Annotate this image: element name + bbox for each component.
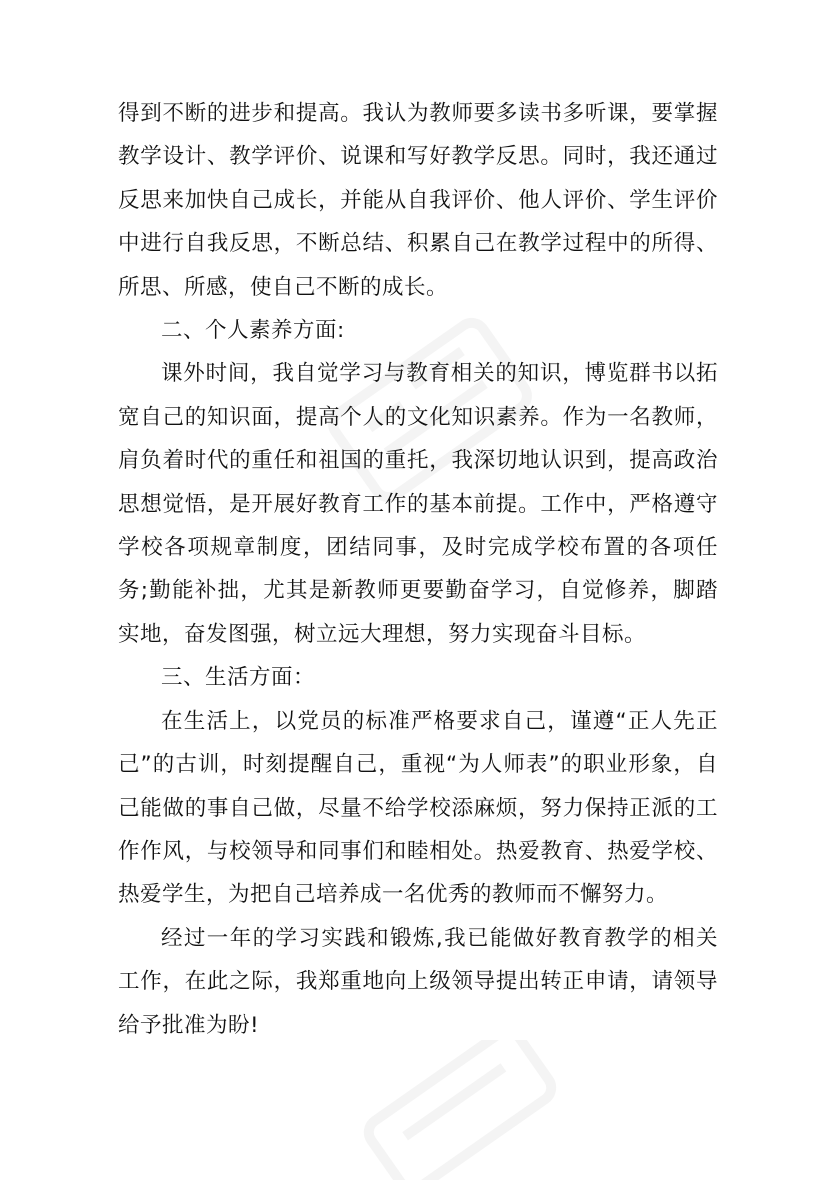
document-body	[118, 92, 718, 1047]
paragraph-personal-quality: 课外时间，我自觉学习与教育相关的知识，博览群书以拓宽自己的知识面，提高个人的文化知识素养。作为一名教师，肩负着时代的重任和祖国的重托，我深切地认识到，提高政治思想觉悟，是开展好教育工作的基本前提。工作中，严格遵守学校各项规章制度，团结同事，及时完成学校布置的各项任务;勤能补拙，尤其是新教师更要勤奋学习，自觉修养，脚踏实地，奋发图强，树立远大理想，努力实现奋斗目标。	[118, 361, 718, 647]
section-heading-personal-quality: 二、个人素养方面:	[161, 318, 345, 344]
section-heading-life: 三、生活方面：	[161, 665, 316, 691]
paragraph-life: 在生活上，以党员的标准严格要求自己，谨遵“正人先正己”的古训，时刻提醒自己，重视“为人师表”的职业形象，自己能做的事自己做，尽量不给学校添麻烦，努力保持正派的工作作风，与校领导和同事们和睦相处。热爱教育、热爱学校、热爱学生，为把自己培养成一名优秀的教师而不懈努力。	[118, 708, 718, 908]
watermark-logo-icon	[330, 1040, 590, 1180]
paragraph-conclusion: 经过一年的学习实践和锻炼,我已能做好教育教学的相关工作，在此之际，我郑重地向上级领导提出转正申请，请领导给予批准为盼!	[118, 925, 718, 1038]
paragraph-continuation: 得到不断的进步和提高。我认为教师要多读书多听课，要掌握教学设计、教学评价、说课和写好教学反思。同时，我还通过反思来加快自己成长，并能从自我评价、他人评价、学生评价中进行自我反思，不断总结、积累自己在教学过程中的所得、所思、所感，使自己不断的成长。	[118, 101, 718, 300]
